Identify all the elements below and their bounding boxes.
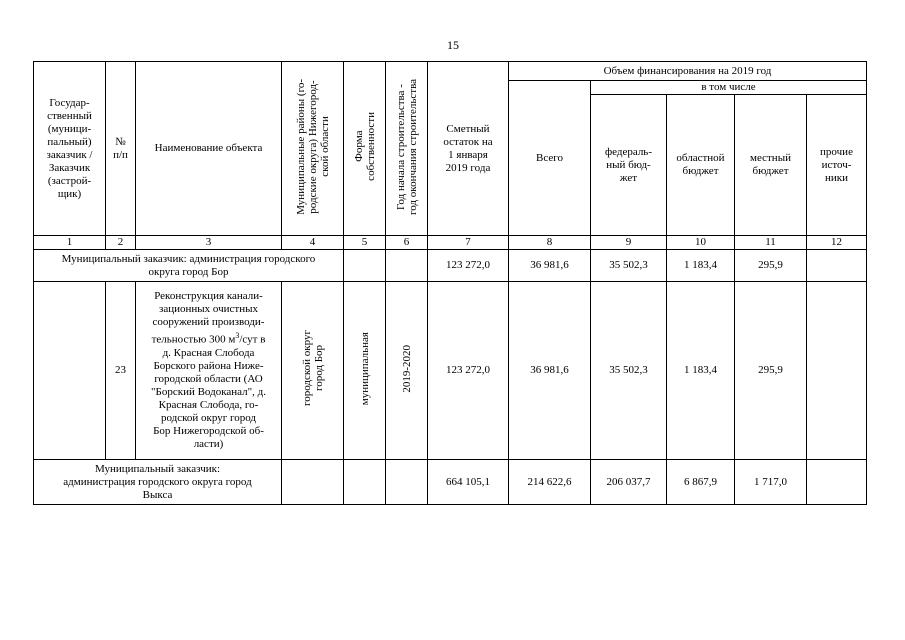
column-number: 12 bbox=[807, 236, 867, 250]
header-total: Всего bbox=[509, 81, 591, 236]
column-number: 5 bbox=[344, 236, 386, 250]
header-regional: областной бюджет bbox=[667, 95, 735, 236]
customer-vyksa: Муниципальный заказчик: администрация городского округа город Выкса bbox=[34, 460, 282, 505]
header-including: в том числе bbox=[591, 81, 867, 95]
federal-value: 35 502,3 bbox=[591, 250, 667, 282]
page-number: 15 bbox=[447, 38, 459, 52]
column-number-row bbox=[34, 236, 867, 250]
ownership-text: муниципальная bbox=[358, 331, 371, 406]
table-row bbox=[34, 282, 867, 460]
header-customer: Государ- ственный (муници- пальный) заказчик / Заказчик (застрой- щик) bbox=[34, 62, 106, 236]
local-value: 295,9 bbox=[735, 250, 807, 282]
column-number: 2 bbox=[106, 236, 136, 250]
years-cell bbox=[386, 282, 428, 460]
ownership-cell bbox=[344, 282, 386, 460]
table-row bbox=[34, 250, 867, 282]
header-remainder: Сметный остаток на 1 января 2019 года bbox=[428, 62, 509, 236]
object-name-superscript: 3 bbox=[235, 331, 240, 341]
header-districts-text: Муниципальные районы (го- родские округа) Нижегород- ской области bbox=[294, 78, 331, 215]
empty-cell bbox=[344, 250, 386, 282]
header-ownership-text: Форма собственности bbox=[352, 112, 377, 181]
header-other: прочие источ- ники bbox=[807, 95, 867, 236]
local-value: 1 717,0 bbox=[735, 460, 807, 505]
column-number: 8 bbox=[509, 236, 591, 250]
empty-cell bbox=[386, 250, 428, 282]
column-number: 3 bbox=[136, 236, 282, 250]
remainder-value: 123 272,0 bbox=[428, 282, 509, 460]
column-number: 11 bbox=[735, 236, 807, 250]
column-number: 7 bbox=[428, 236, 509, 250]
column-number: 9 bbox=[591, 236, 667, 250]
regional-value: 1 183,4 bbox=[667, 250, 735, 282]
header-financing-total: Объем финансирования на 2019 год bbox=[509, 62, 867, 81]
empty-cell bbox=[282, 460, 344, 505]
object-name-part2: /сут в д. Красная Слобода Борского района Ниже- городской области (АО "Борский Водоканал", д. Красная Слобода, го- родской округ город Бор Нижегородской об- ласти) bbox=[151, 333, 266, 450]
regional-value: 1 183,4 bbox=[667, 282, 735, 460]
other-value bbox=[807, 460, 867, 505]
other-value bbox=[807, 250, 867, 282]
empty-cell bbox=[34, 282, 106, 460]
header-num: № п/п bbox=[106, 62, 136, 236]
header-ownership bbox=[344, 62, 386, 236]
header-object-name: Наименование объекта bbox=[136, 62, 282, 236]
object-name-part1: Реконструкция канали- зационных очистных сооружений производи- тельностью 300 м bbox=[151, 290, 265, 346]
empty-cell bbox=[386, 460, 428, 505]
column-number: 1 bbox=[34, 236, 106, 250]
total-value: 36 981,6 bbox=[509, 282, 591, 460]
header-years-text: Год начала строительства - год окончания строительства bbox=[394, 78, 419, 215]
header-years bbox=[386, 62, 428, 236]
header-federal: федераль- ный бюд- жет bbox=[591, 95, 667, 236]
column-number: 4 bbox=[282, 236, 344, 250]
customer-bor: Муниципальный заказчик: администрация городского округа город Бор bbox=[34, 250, 344, 282]
years-text: 2019-2020 bbox=[400, 344, 413, 393]
object-name bbox=[136, 282, 282, 460]
federal-value: 206 037,7 bbox=[591, 460, 667, 505]
district-cell bbox=[282, 282, 344, 460]
local-value: 295,9 bbox=[735, 282, 807, 460]
total-value: 36 981,6 bbox=[509, 250, 591, 282]
row-num: 23 bbox=[106, 282, 136, 460]
empty-cell bbox=[344, 460, 386, 505]
federal-value: 35 502,3 bbox=[591, 282, 667, 460]
total-value: 214 622,6 bbox=[509, 460, 591, 505]
column-number: 6 bbox=[386, 236, 428, 250]
other-value bbox=[807, 282, 867, 460]
remainder-value: 664 105,1 bbox=[428, 460, 509, 505]
table-row bbox=[34, 460, 867, 505]
remainder-value: 123 272,0 bbox=[428, 250, 509, 282]
financing-table bbox=[33, 61, 867, 505]
header-districts bbox=[282, 62, 344, 236]
header-local: местный бюджет bbox=[735, 95, 807, 236]
column-number: 10 bbox=[667, 236, 735, 250]
regional-value: 6 867,9 bbox=[667, 460, 735, 505]
district-text: городской округ город Бор bbox=[300, 330, 325, 407]
